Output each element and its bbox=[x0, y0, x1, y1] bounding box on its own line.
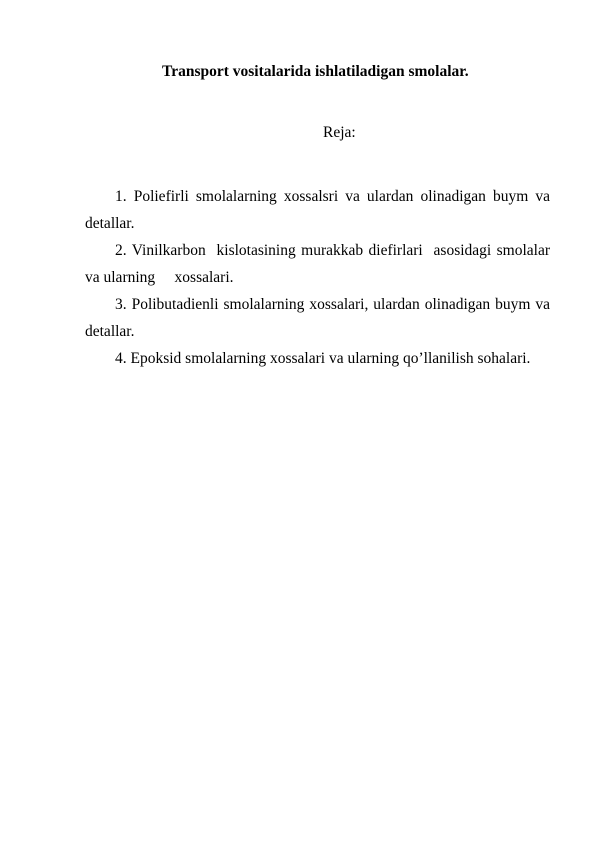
plan-item: 2. Vinilkarbon kislotasining murakkab diefirlari asosidagi smolalar va ularning xossalari. bbox=[85, 242, 554, 286]
plan-item: 4. Epoksid smolalarning xossalari va ularning qo’llanilish sohalari. bbox=[115, 350, 531, 367]
plan-item: 3. Polibutadienli smolalarning xossalari, ulardan olinadigan buym va detallar. bbox=[85, 296, 554, 340]
plan-item: 1. Poliefirli smolalarning xossalsri va ulardan olinadigan buym va detallar. bbox=[85, 188, 554, 232]
plan-heading: Reja: bbox=[323, 124, 356, 141]
plan-list bbox=[85, 183, 554, 372]
document-title: Transport vositalarida ishlatiladigan smolalar. bbox=[162, 63, 469, 80]
